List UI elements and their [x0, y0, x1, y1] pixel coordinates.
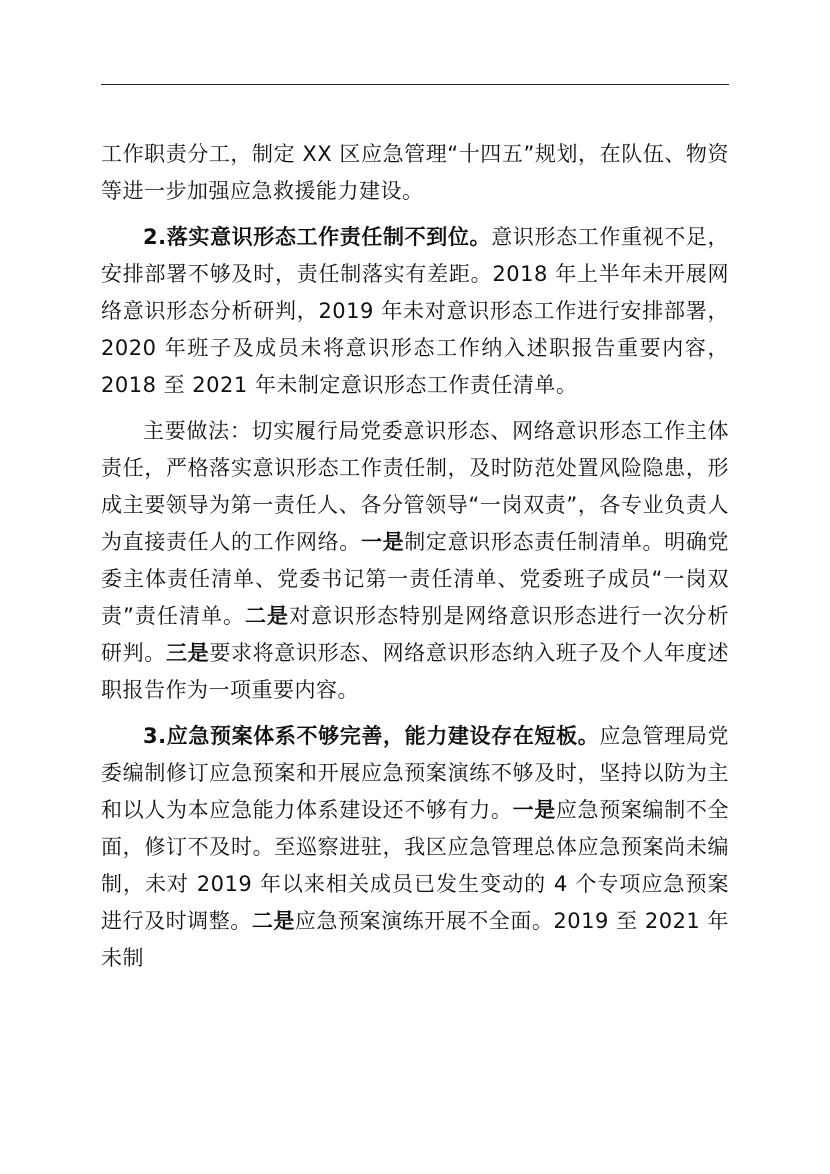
text-run: 应急预案演练开展不全面。2019 至 2021 年未制 [101, 909, 730, 970]
text-run: 应急预案编制不全面，修订不及时。至巡察进驻，我区应急管理总体应急预案尚未编制，未对 2019 年以来相关成员已发生变动的 4 个专项应急预案进行及时调整。 [101, 798, 730, 933]
text-run: 主要做法：切实履行局党委意识形态、网络意识形态工作主体责任，严格落实意识形态工作责任制，及时防范处置风险隐患，形成主要领导为第一责任人、各分管领导“一岗双责”，各专业负责人为直接责任人的工作网络。 [101, 419, 729, 554]
emphasis-run: 一是 [512, 798, 556, 822]
item-heading: 2.落实意识形态工作责任制不到位。 [143, 225, 492, 249]
emphasis-run: 一是 [360, 530, 405, 554]
paragraph-item-3 [101, 718, 729, 977]
paragraph-main-practices [101, 413, 729, 709]
text-run: 对意识形态特别是网络意识形态进行一次分析研判。 [101, 604, 729, 665]
emphasis-run: 二是 [251, 909, 295, 933]
document-body [101, 136, 729, 977]
text-run: 意识形态工作重视不足，安排部署不够及时，责任制落实有差距。2018 年上半年未开展网络意识形态分析研判，2019 年未对意识形态工作进行安排部署，2020 年班子及成员未将意识形态工作纳入述职报告重要内容，2018 至 2021 年未制定意识形态工作责任清单。 [101, 225, 729, 397]
paragraph-item-2 [101, 219, 729, 404]
paragraph-continuation [101, 136, 729, 210]
text-run: 要求将意识形态、网络意识形态纳入班子及个人年度述职报告作为一项重要内容。 [101, 641, 730, 702]
emphasis-run: 三是 [165, 641, 210, 665]
emphasis-run: 二是 [245, 604, 290, 628]
header-rule [101, 84, 729, 85]
item-heading: 3.应急预案体系不够完善，能力建设存在短板。 [143, 724, 600, 748]
text-run: 工作职责分工，制定 XX 区应急管理“十四五”规划，在队伍、物资等进一步加强应急救援能力建设。 [101, 142, 729, 203]
text-run: 应急管理局党委编制修订应急预案和开展应急预案演练不够及时，坚持以防为主和以人为本应急能力体系建设还不够有力。 [101, 724, 729, 822]
text-run: 制定意识形态责任制清单。明确党委主体责任清单、党委书记第一责任清单、党委班子成员“一岗双责”责任清单。 [101, 530, 730, 628]
